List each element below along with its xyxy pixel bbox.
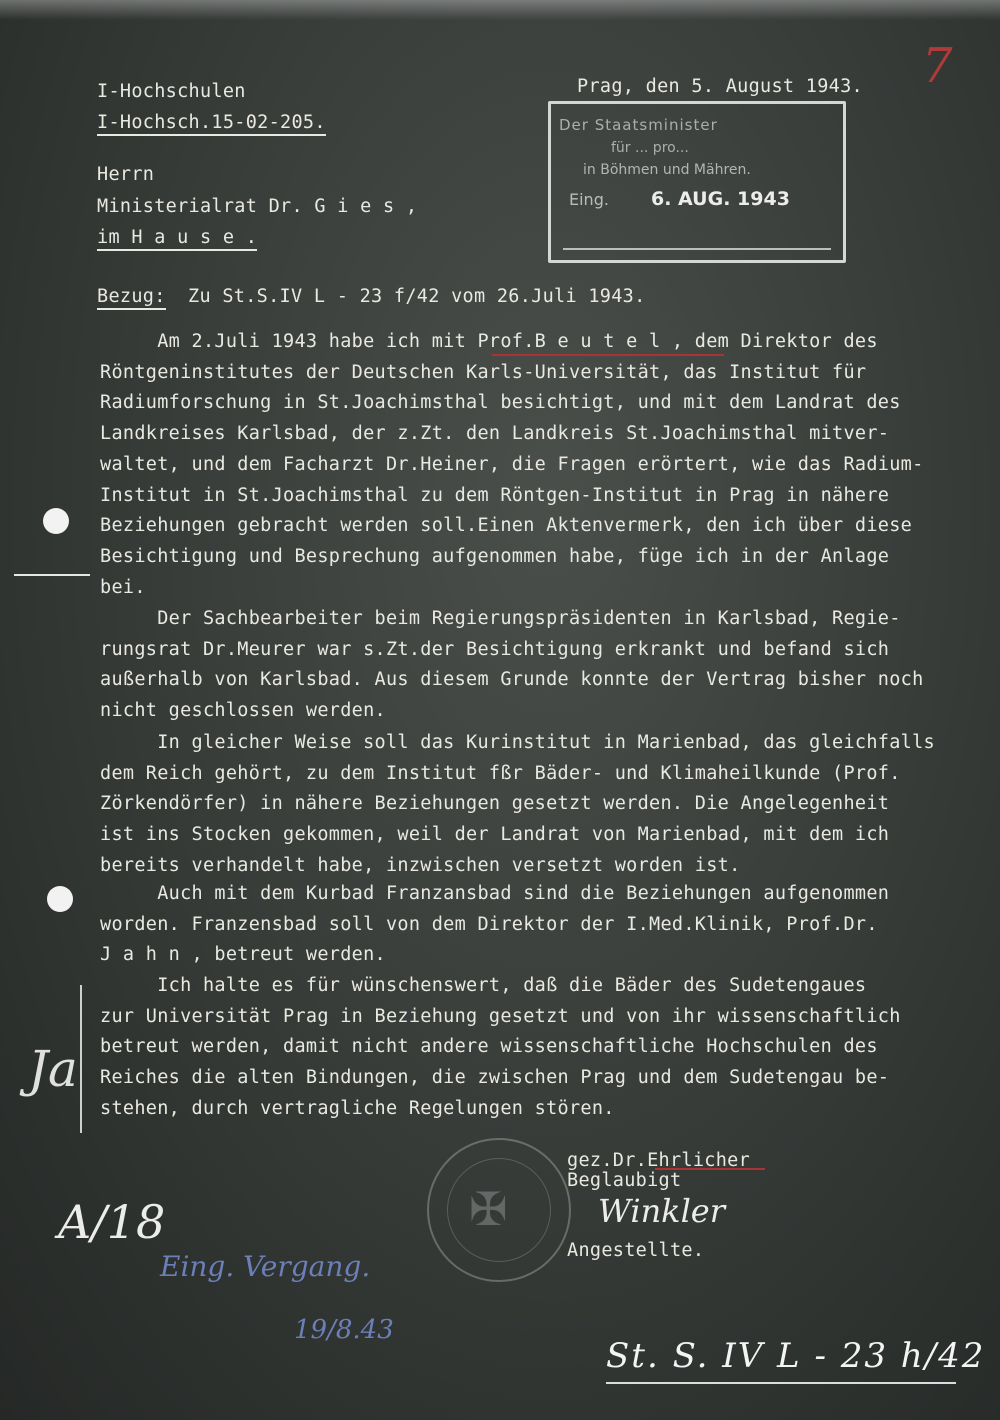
addressee-location: im H a u s e .: [97, 227, 257, 251]
punch-hole-top: [43, 508, 69, 534]
stamp-bottom-line: [563, 248, 831, 250]
stamp-line-2: für ... pro...: [611, 140, 689, 156]
subject-label: Bezug:: [97, 286, 166, 310]
margin-approval-ja: Ja: [28, 1040, 78, 1098]
body-paragraph-4: Auch mit dem Kurbad Franzansbad sind die Beziehungen aufgenommen worden. Franzensbad soll von dem Direktor der I.Med.Klinik, Prof.Dr. J a h n , betreut werden.: [100, 883, 890, 966]
signer-role: Angestellte.: [567, 1240, 705, 1261]
subject-text: Zu St.S.IV L - 23 f/42 vom 26.Juli 1943.: [188, 286, 646, 307]
body-paragraph-2: Der Sachbearbeiter beim Regierungspräsidenten in Karlsbad, Regie- rungsrat Dr.Meurer war s.Zt.der Besichtigung erkrankt und befand sich außerhalb von Karlsbad. Aus diesem Grunde konnte der Vertrag bisher noch nicht geschlossen werden.: [100, 608, 924, 722]
stamp-line-3: in Böhmen und Mähren.: [583, 162, 751, 178]
stamp-received-label: Eing.: [569, 190, 609, 209]
red-underline-beutel: [492, 354, 724, 356]
blue-pencil-date: 19/8.43: [294, 1315, 394, 1345]
file-reference-underline: [606, 1382, 956, 1384]
place-date: Prag, den 5. August 1943.: [577, 76, 863, 97]
page-number-mark: 7: [922, 38, 953, 94]
body-paragraph-3: In gleicher Weise soll das Kurinstitut in Marienbad, das gleichfalls dem Reich gehört, zu dem Institut fßr Bäder- und Klimaheilkunde (Prof. Zörkendörfer) in nähere Beziehungen gesetzt werden. Die Angelegenheit ist ins Stocken gekommen, weil der Landrat von Marienbad, mit dem ich bereits verhandelt habe, inzwischen versetzt worden ist.: [100, 732, 935, 876]
addressee-name: Ministerialrat Dr. G i e s ,: [97, 196, 418, 217]
department-line: I-Hochschulen: [97, 81, 246, 102]
salutation: Herrn: [97, 164, 155, 185]
certified-label: Beglaubigt: [567, 1170, 682, 1191]
body-paragraph-1: Am 2.Juli 1943 habe ich mit Prof.B e u t e l , dem Direktor des Röntgeninstitutes der Deutschen Karls-Universität, das Institut für Radiumforschung in St.Joachimsthal besichtigt, und mit dem Landrat des Landkreises Karlsbad, der z.Zt. den Landkreis St.Joachimsthal mitver- waltet, und dem Facharzt Dr.Heiner, die Fragen erörtert, wie das Radium- Institut in St.Joachimsthal zu dem Röntgen-Institut in Prag in nähere Beziehungen gebracht werden soll.Einen Aktenvermerk, den ich über diese Besichtigung und Besprechung aufgenommen habe, füge ich in der Anlage bei.: [100, 331, 924, 598]
receipt-stamp: [548, 101, 846, 263]
file-reference: St. S. IV L - 23 h/42: [606, 1336, 986, 1376]
body-paragraph-5: Ich halte es für wünschenswert, daß die Bäder des Sudetengaues zur Universität Prag in Beziehung gesetzt und von ihr wissenschaftlich betreut werden, damit nicht andere wissenschaftliche Hochschulen des Reiches die alten Bindungen, die zwischen Prag und dem Sudetengau be- stehen, durch vertragliche Regelungen stören.: [100, 975, 901, 1119]
eagle-emblem-icon: ✠: [469, 1182, 508, 1236]
stamp-received-date: 6. AUG. 1943: [651, 188, 790, 210]
signed-by: gez.Dr.Ehrlicher: [567, 1150, 751, 1171]
stamp-line-1: Der Staatsminister: [559, 116, 718, 134]
margin-initials: A/18: [58, 1195, 166, 1249]
fold-mark: [14, 574, 90, 576]
handwritten-signature: Winkler: [598, 1192, 726, 1230]
blue-pencil-note: Eing. Vergang.: [160, 1250, 371, 1283]
official-seal: [427, 1138, 571, 1282]
reference-number: I-Hochsch.15-02-205.: [97, 112, 326, 136]
page-edge-highlight: [0, 0, 1000, 20]
margin-vertical-stroke: [80, 985, 82, 1133]
punch-hole-bottom: [47, 886, 73, 912]
